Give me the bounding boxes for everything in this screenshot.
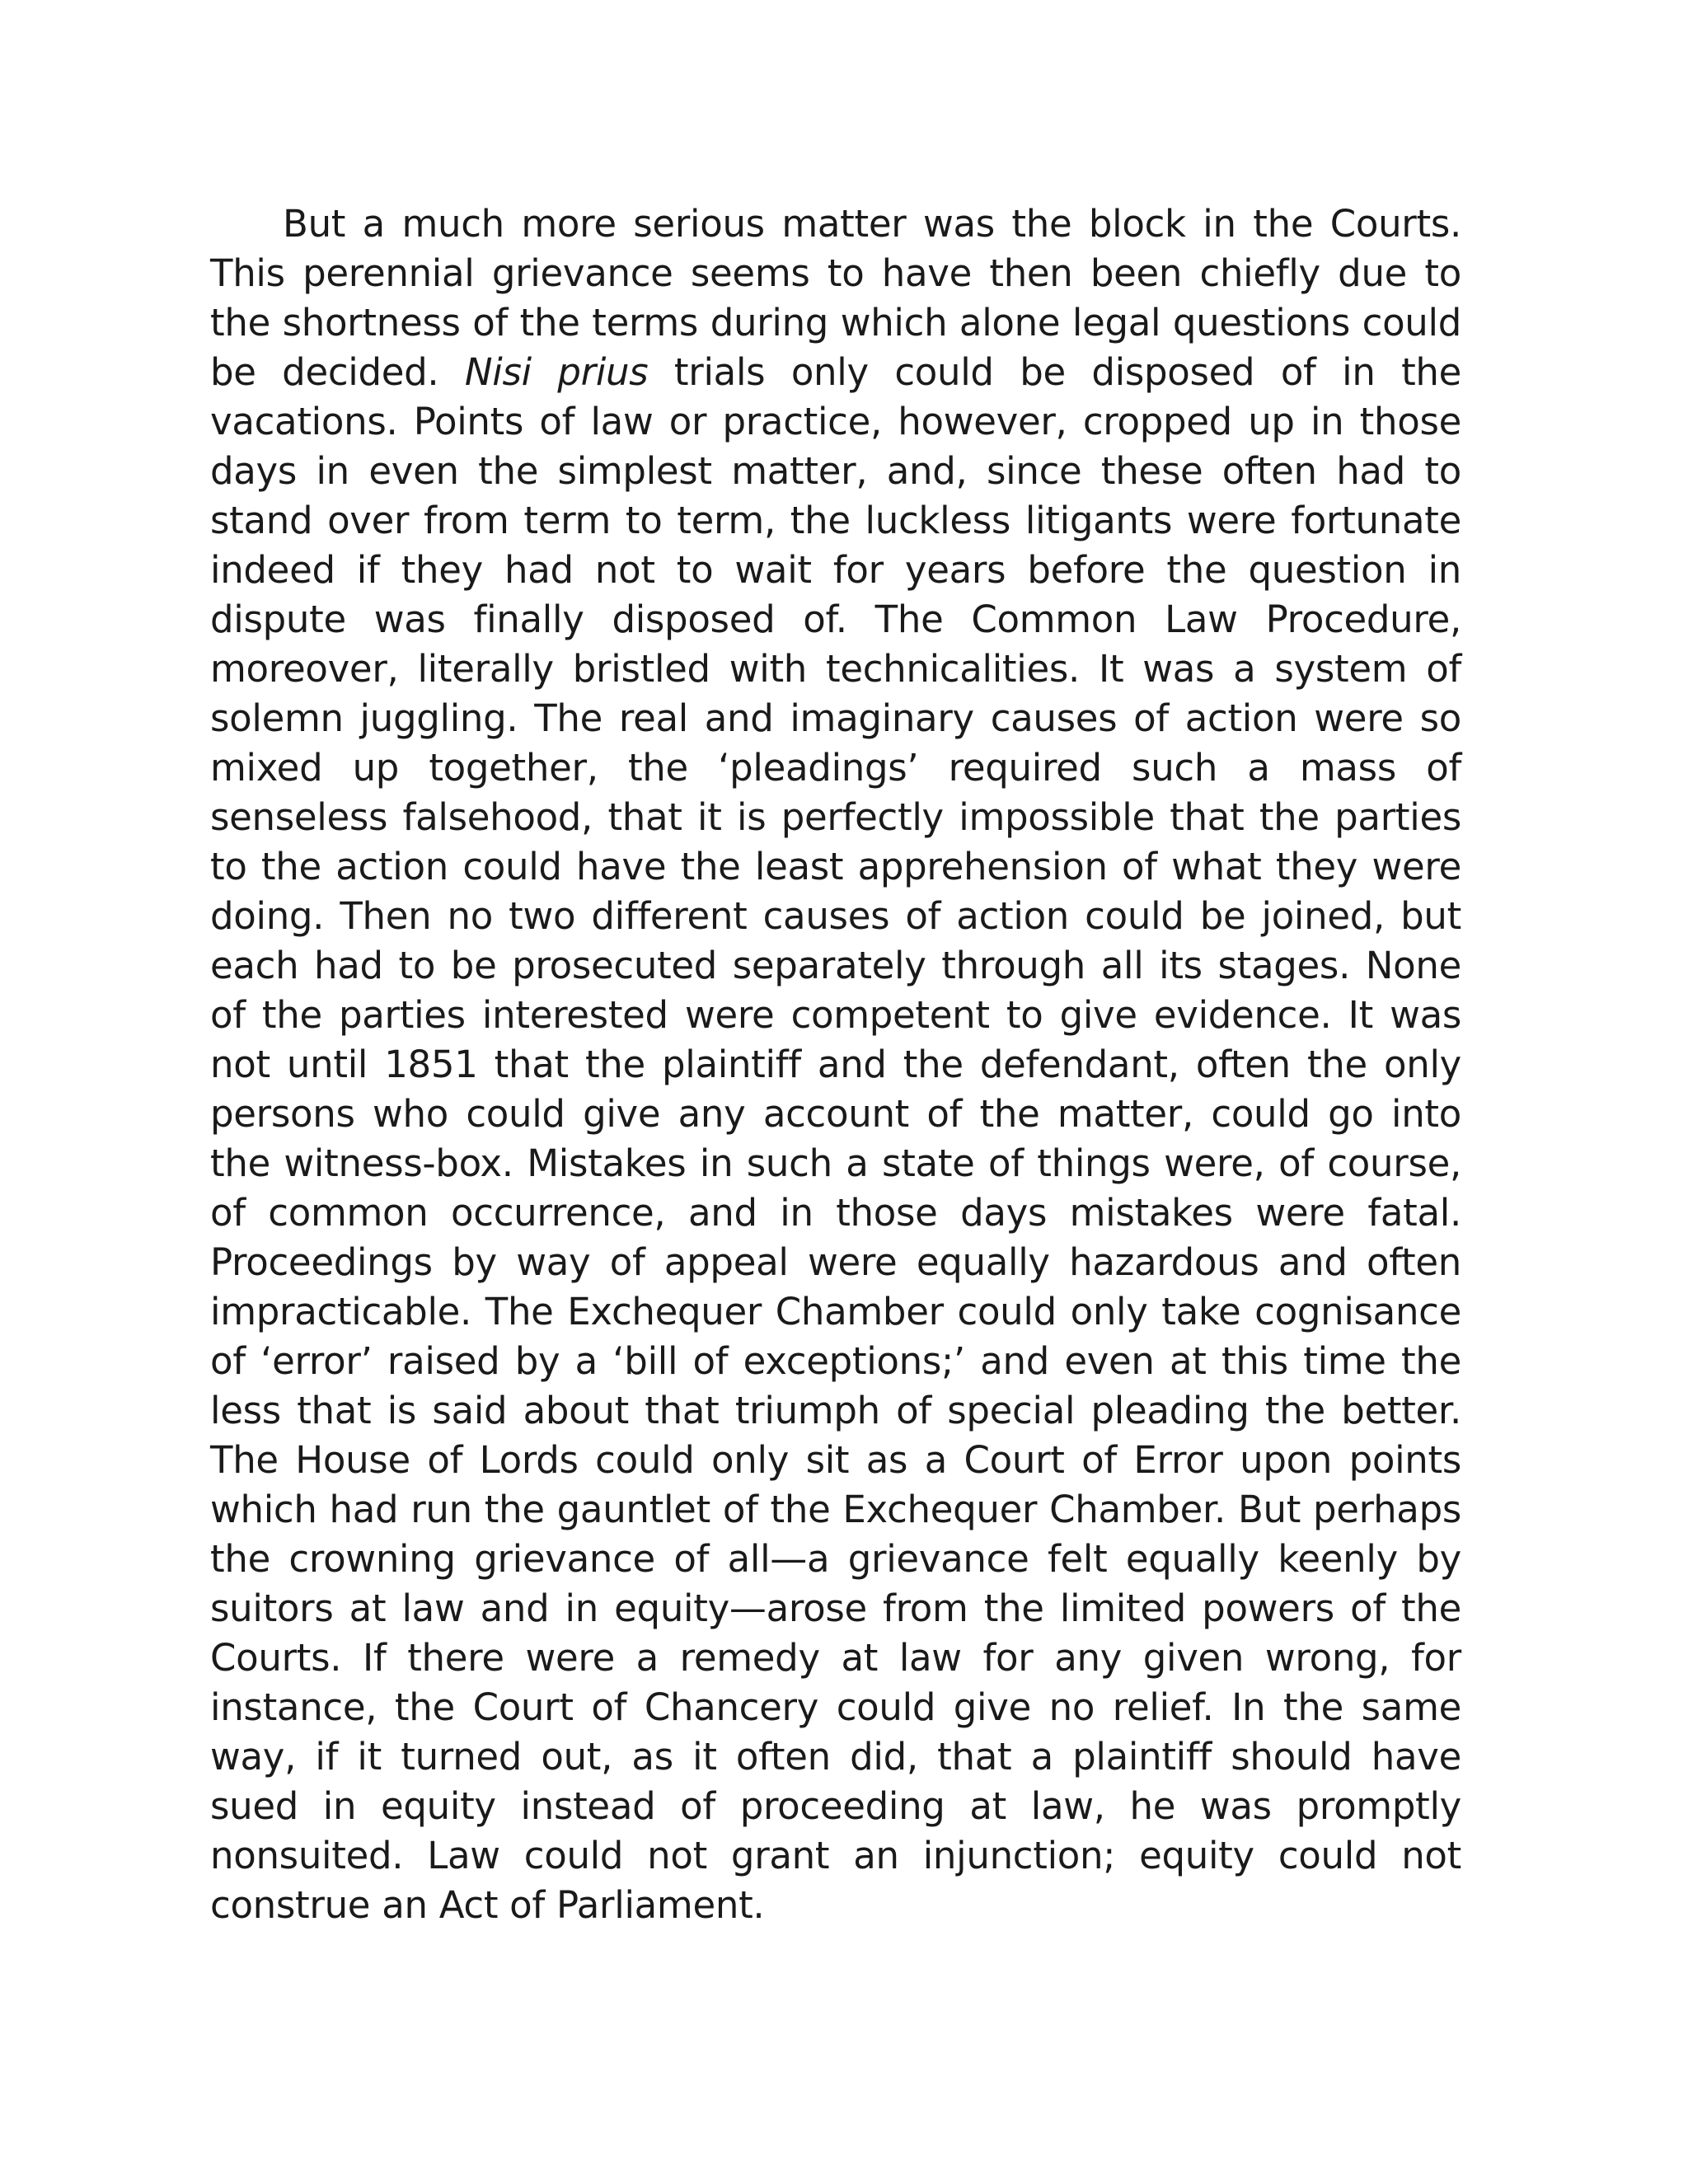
paragraph-text-rest: trials only could be disposed of in the vacations. Points of law or practice, however, cropped up in those days in even the simplest matter, and, since these often had to stand over from term to term, the luckless litigants were fortunate indeed if they had not to wait for years before the question in dispute was finally disposed of. The Common Law Procedure, moreover, literally bristled with technicalities. It was a system of solemn juggling. The real and imaginary causes of action were so mixed up together, the ‘pleadings’ required such a mass of senseless falsehood, that it is perfectly impossible that the parties to the action could have the least apprehension of what they were doing. Then no two different causes of action could be joined, but each had to be prosecuted separately through all its stages. None of the parties interested were competent to give evidence. It was not until 1851 that the plaintiff and the defendant, often the only persons who could give any account of the matter, could go into the witness-box. Mistakes in such a state of things were, of course, of common occurrence, and in those days mistakes were fatal. Proceedings by way of appeal were equally hazardous and often impracticable. The Exchequer Chamber could only take cognisance of ‘error’ raised by a ‘bill of exceptions;’ and even at this time the less that is said about that triumph of special pleading the better. The House of Lords could only sit as a Court of Error upon points which had run the gauntlet of the Exchequer Chamber. But perhaps the crowning grievance of all—a grievance felt equally keenly by suitors at law and in equity—arose from the limited powers of the Courts. If there were a remedy at law for any given wrong, for instance, the Court of Chancery could give no relief. In the same way, if it turned out, as it often did, that a plaintiff should have sued in equity instead of proceeding at law, he was promptly nonsuited. Law could not grant an injunction; equity could not construe an Act of Parliament. [210,350,1462,1927]
paragraph-text-start: But a much more serious matter was the block in the Courts. This perennial grievance seems to have then been chiefly due to the shortness of the terms during which alone legal questions could be decided. [210,202,1461,394]
latin-phrase: Nisi prius [464,350,649,394]
paragraph [210,199,1461,1930]
body-text [210,199,1461,1930]
